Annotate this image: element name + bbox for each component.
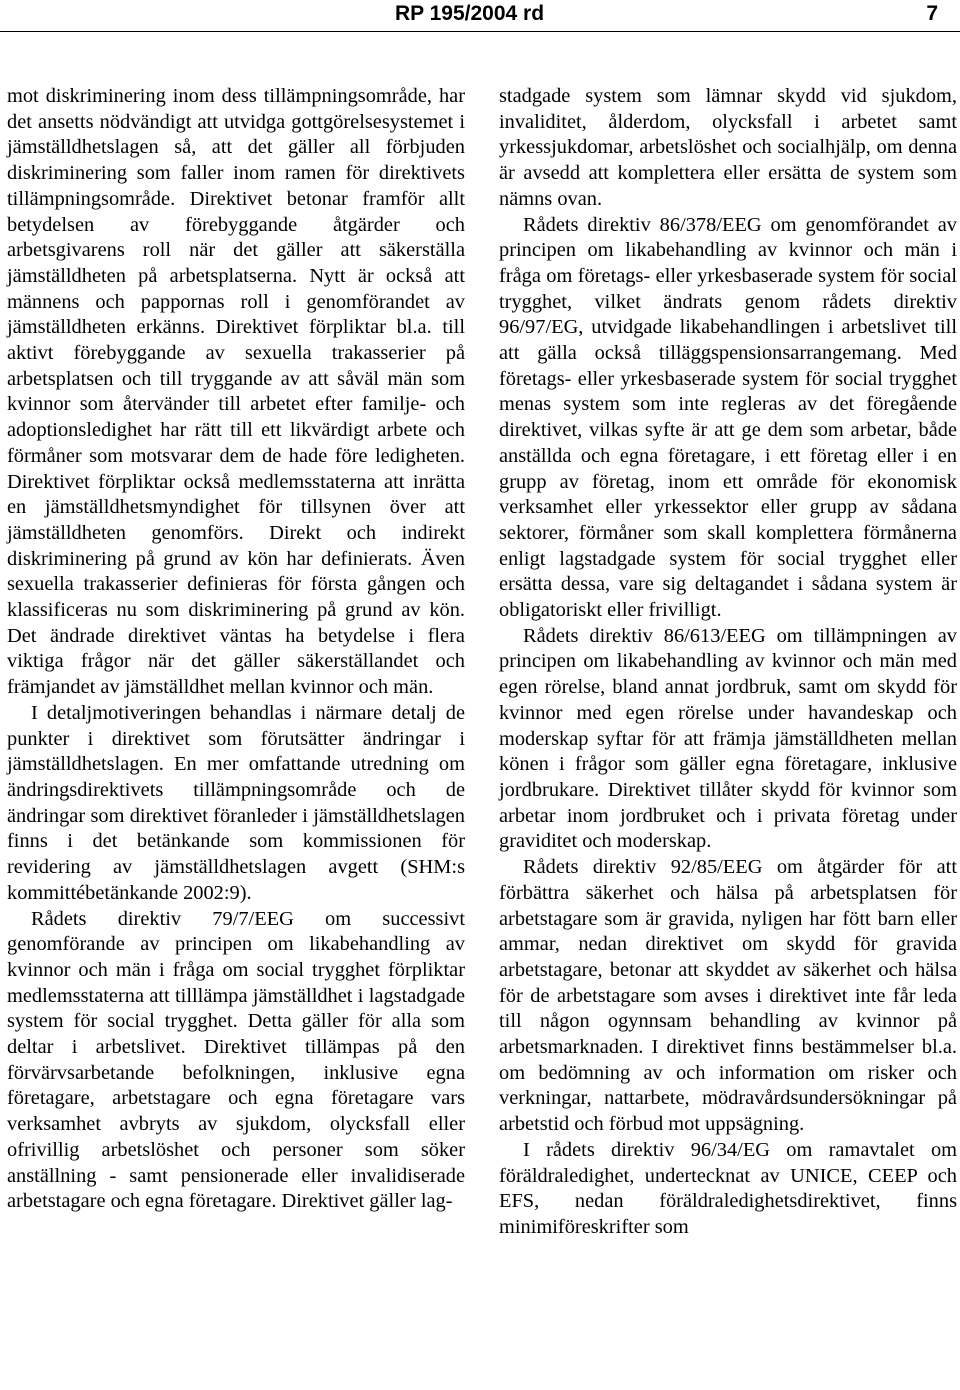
paragraph: I detaljmotiveringen behandlas i närmare detalj de punkter i direktivet som förutsätter ändringar i jämställdhetslagen. En mer omfattande utredning om ändringsdirektivets tillämpningsområde och de ändringar som direktivet föranleder i jämställdhetslagen finns i det betänkande som kommissionen för revidering av jämställdhetslagen avgett (SHM:s kommittébetänkande 2002:9). xyxy=(7,701,465,904)
paragraph: Rådets direktiv 86/378/EEG om genomförandet av principen om likabehandling av kvinnor och män i fråga om företags- eller yrkesbaserade system för social trygghet, vilket ändrats genom rådets direktiv 96/97/EG, utvidgade likabehandlingen i arbetslivet till att gälla också tilläggspensionsarrangemang. Med företags- eller yrkesbaserade system för social trygghet menas system som inte regleras av det föregående direktivet, vilkas syfte är att ge dem som arbetar, både anställda och egna företagare, i ett företag eller i en grupp av företag, inom ett område för ekonomisk verksamhet eller yrkessektor eller grupp av sådana sektorer, förmåner som skall komplettera förmånerna enligt lagstadgade system för social trygghet eller ersätta dessa, vare sig deltagandet i sådana system är obligatoriskt eller frivilligt. xyxy=(499,213,957,622)
paragraph: Rådets direktiv 92/85/EEG om åtgärder för att förbättra säkerhet och hälsa på arbetsplatsen för arbetstagare som är gravida, nyligen har fött barn eller ammar, nedan direktivet om skydd för gravida arbetstagare, betonar att skyddet av säkerhet och hälsa för de arbetstagare som avses i direktivet inte får leda till någon ogynnsam behandling av kvinnor på arbetsmarknaden. I direktivet finns bestämmelser bl.a. om bedömning av och information om risker och verkningar, nattarbete, mödravårdsundersökningar på arbetstid och förbud mot uppsägning. xyxy=(499,856,957,1136)
page-number: 7 xyxy=(926,2,938,25)
header-divider xyxy=(0,31,960,32)
left-column xyxy=(7,84,465,1215)
paragraph: Rådets direktiv 79/7/EEG om successivt genomförande av principen om likabehandling av kvinnor och män i fråga om social trygghet förpliktar medlemsstaterna att tilllämpa jämställdhet i lagstadgade system för social trygghet. Detta gäller för alla som deltar i arbetslivet. Direktivet tillämpas på den förvärvsarbetande befolkningen, inklusive egna företagare, arbetstagare och egna företagare vars verksamhet avbryts av sjukdom, olycksfall eller ofrivillig arbetslöshet och personer som söker anställning - samt pensionerade eller invalidiserade arbetstagare och egna företagare. Direktivet gäller lag- xyxy=(7,907,465,1213)
paragraph: Rådets direktiv 86/613/EEG om tillämpningen av principen om likabehandling av kvinnor och män med egen rörelse, bland annat jordbruk, samt om skydd för kvinnor med egen rörelse under havandeskap och moderskap syftar för att främja jämställdheten mellan könen i frågor som gäller egna företagare, inklusive jordbrukare. Direktivet tillåter skydd för kvinnor som arbetar inom jordbruket och i privata företag under graviditet och moderskap. xyxy=(499,624,957,853)
paragraph: I rådets direktiv 96/34/EG om ramavtalet om föräldraledighet, undertecknat av UNICE, CEEP och EFS, nedan föräldraledighetsdirektivet, finns minimiföreskrifter som xyxy=(499,1138,957,1238)
paragraph: stadgade system som lämnar skydd vid sjukdom, invaliditet, ålderdom, olycksfall i arbetet samt yrkessjukdomar, arbetslöshet och socialhjälp, om denna är avsedd att komplettera eller ersätta de system som nämns ovan. xyxy=(499,85,957,210)
paragraph: mot diskriminering inom dess tillämpningsområde, har det ansetts nödvändigt att utvidga gottgörelsesystemet i jämställdhetslagen så, att det gäller all förbjuden diskriminering som faller inom ramen för direktivets tillämpningsområde. Direktivet betonar framför allt betydelsen av förebyggande åtgärder och arbetsgivarens roll när det gäller att säkerställa jämställdheten på arbetsplatserna. Nytt är också att männens och pappornas roll i genomförandet av jämställdheten erkänns. Direktivet förpliktar bl.a. till aktivt förebyggande av sexuella trakasserier på arbetsplatsen och till tryggande av att såväl män som kvinnor som återvänder till arbetet efter familje- och adoptionsledighet har rätt till ett likvärdigt arbete och förmåner som motsvarar dem de hade före ledigheten. Direktivet förpliktar också medlemsstaterna att inrätta en jämställdhetsmyndighet för tillsynen över att jämställdheten genomförs. Direkt och indirekt diskriminering på grund av kön har definierats. Även sexuella trakasserier definieras för första gången och klassificeras nu som diskriminering på grund av kön. Det ändrade direktivet väntas ha betydelse i flera viktiga frågor när det gäller säkerställandet och främjandet av jämställdhet mellan kvinnor och män. xyxy=(7,85,465,699)
right-column xyxy=(499,84,957,1241)
page-header xyxy=(0,0,960,30)
document-reference: RP 195/2004 rd xyxy=(395,2,545,25)
